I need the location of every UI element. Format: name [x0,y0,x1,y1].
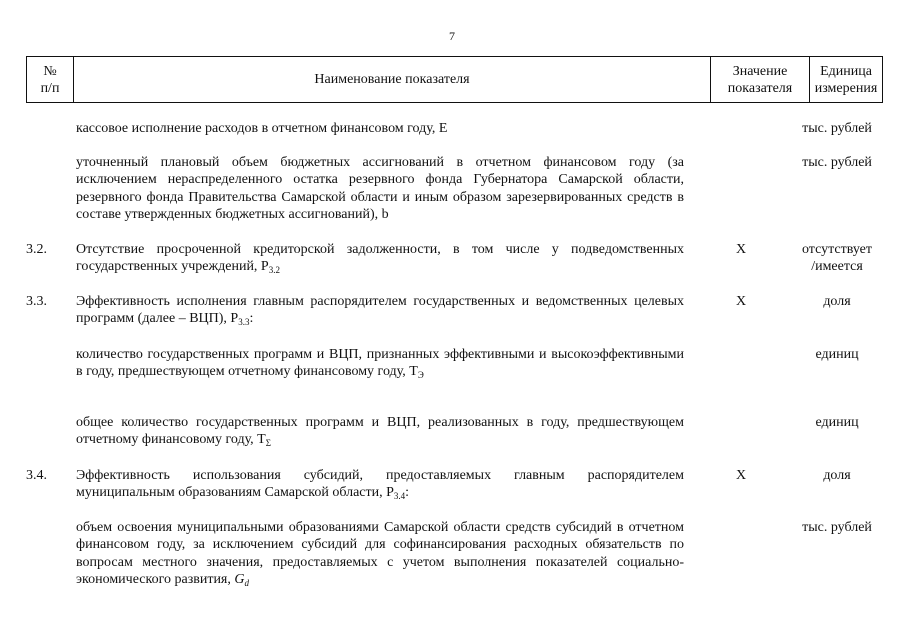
indicator-name-text: Эффективность исполнения главным распорядителем государственных и ведомственных целевых программ (далее – ВЦП), P [76,294,684,327]
indicator-unit: доля [823,294,851,309]
header-num-cell [27,57,74,103]
indicator-value: X [735,294,747,309]
indicator-unit-line2: /имеется [811,259,863,275]
indicator-name-text: Отсутствие просроченной кредиторской задолженности, в том числе у подведомственных государственных учреждений, P [76,242,684,275]
row-number: 3.4. [26,468,47,483]
row-number: 3.2. [26,242,47,257]
header-unit-line1: Единица [820,63,872,79]
indicator-subscript: Σ [265,438,271,449]
indicator-name [76,467,684,502]
indicator-subscript: 3.2 [268,265,280,276]
indicator-name [76,519,684,589]
indicator-unit-line1: отсутствует [801,242,873,257]
indicator-name: уточненный плановый объем бюджетных ассигнований в отчетном финансовом году (за исключением нераспределенного остатка резервного фонда Губернатора Самарской области, резервного фонда Правительства Самарской области и иным образом зарезервированных средств в составе утвержденных бюджетных ассигнований), b [76,155,684,223]
header-name-cell: Наименование показателя [74,57,711,103]
header-value-cell [711,57,810,103]
indicator-name [76,346,684,381]
header-num-line2: п/п [40,80,60,96]
indicator-name-suffix: : [249,311,254,327]
indicator-subscript: d [244,578,249,589]
indicator-name-text: количество государственных программ и ВЦП, признанных эффективными и высокоэффективными в году, предшествующем отчетному финансовому году, T [76,347,684,380]
indicator-name-text: Эффективность использования субсидий, предоставляемых главным распорядителем муниципальным образованиям Самарской области, P [76,468,684,501]
indicator-unit: доля [823,468,851,483]
indicator-unit: тыс. рублей [802,520,872,535]
indicator-symbol: G [234,572,245,588]
page-number: 7 [449,29,455,43]
row-number: 3.3. [26,294,47,309]
indicator-name [76,414,684,449]
indicator-name-text: общее количество государственных программ и ВЦП, реализованных в году, предшествующем отчетному финансовому году, T [76,415,684,448]
indicator-unit [792,241,882,276]
indicator-name-text: объем освоения муниципальными образованиями Самарской области средств субсидий в отчетном финансовом году, за исключением субсидий для софинансирования расходных обязательств по вопросам местного значения, предоставляемых с учетом выполнения показателей социально-экономического развития, [76,520,684,588]
indicator-name: кассовое исполнение расходов в отчетном финансовом году, E [76,121,448,136]
header-unit-line2: измерения [814,80,878,96]
indicator-subscript: Э [417,370,424,381]
indicator-unit: единиц [815,415,859,430]
indicator-unit: тыс. рублей [802,155,872,170]
indicator-name-suffix: : [405,485,410,501]
header-value-line2: показателя [727,80,793,96]
indicator-unit: единиц [815,347,859,362]
indicator-value: X [735,242,747,257]
header-row [27,57,883,103]
indicator-name [76,293,684,328]
indicator-name [76,241,684,276]
header-unit-cell [810,57,883,103]
indicator-table-header [26,56,883,103]
indicator-unit: тыс. рублей [802,121,872,136]
indicator-subscript: 3.4 [393,491,406,502]
header-value-line1: Значение [732,63,788,79]
header-num-line1: № [43,63,57,79]
indicator-value: X [735,468,747,483]
indicator-subscript: 3.3 [238,317,250,328]
